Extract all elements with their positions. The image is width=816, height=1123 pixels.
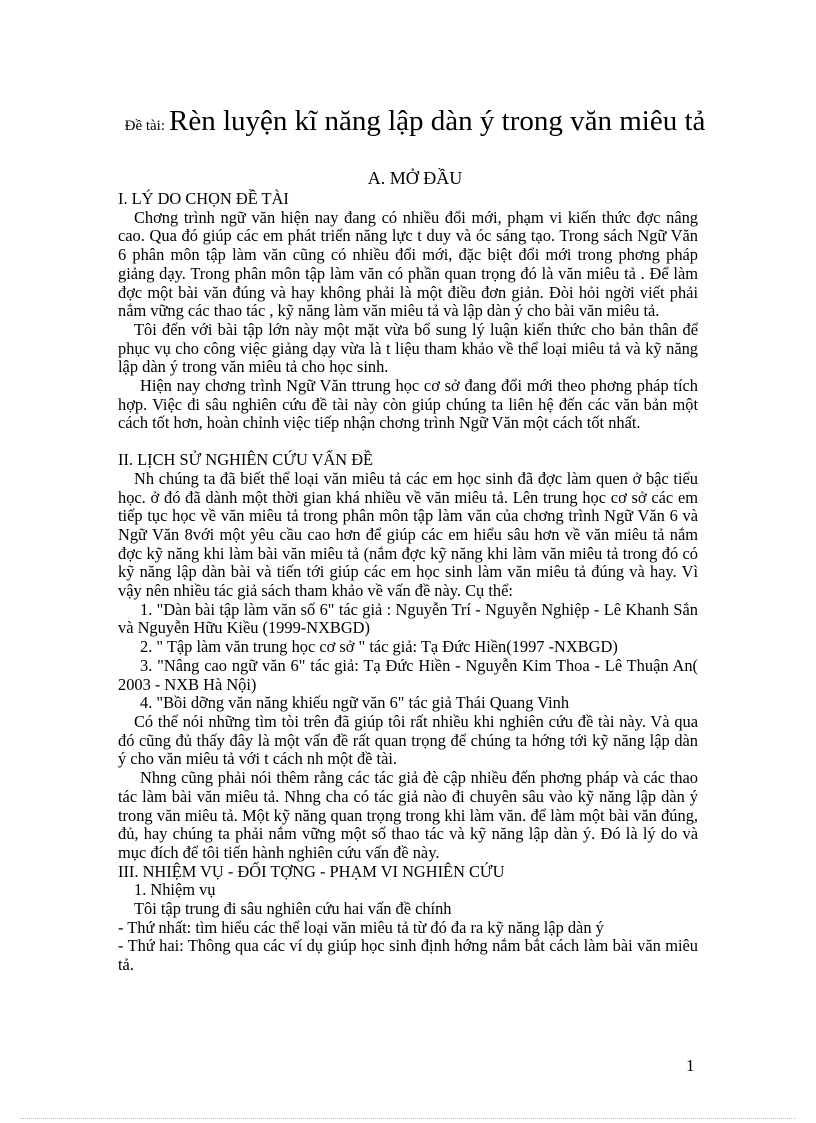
document-title xyxy=(120,104,710,143)
page-bottom-divider xyxy=(20,1118,796,1119)
section-2-intro: Nh chúng ta đã biết thể loại văn miêu tả các em học sinh đã đợc làm quen ở bậc tiểu học. ở đó đã dành một thời gian khá nhiều về văn miêu tả. Lên trung học cơ sở các em tiếp tục học về văn miêu tả trong phân môn tập làm văn của chơng trình Ngữ Văn 6 và Ngữ Văn 8với một yêu cầu cao hơn để giúp các em hiểu sâu hơn về văn miêu tả nắm đợc kỹ năng khi làm bài văn miêu tả (nắm đợc kỹ năng khi làm văn miêu tả trong đó có kỹ năng lập dàn bài và tiến tới giúp các em học sinh làm văn miêu tả đúng và hay. Vì vậy nên nhiều tác giả sách tham khảo về vấn đề này. Cụ thể: xyxy=(118,468,698,601)
section-1-paragraph: Hiện nay chơng trình Ngữ Văn ttrung học cơ sở đang đổi mới theo phơng pháp tích hợp. Việc đi sâu nghiên cứu đề tài này còn giúp chúng ta liên hệ đến các văn bản một cách tốt hơn, hoàn chỉnh việc tiếp nhận chơng trình Ngữ Văn một cách tốt nhất. xyxy=(118,376,698,433)
section-3-heading: III. NHIỆM VỤ - ĐỐI TỢNG - PHẠM VI NGHIÊN CỨU xyxy=(118,861,505,881)
reference-item: 4. "Bồi dỡng văn năng khiếu ngữ văn 6" tác giả Thái Quang Vinh xyxy=(140,693,570,713)
section-3-item: - Thứ nhất: tìm hiểu các thể loại văn miêu tả từ đó đa ra kỹ năng lập dàn ý xyxy=(118,917,604,937)
title-main: Rèn luyện kĩ năng lập dàn ý trong văn miêu tả xyxy=(169,105,706,137)
section-subtitle: A. MỞ ĐẦU xyxy=(367,168,463,188)
page-number: 1 xyxy=(686,1056,695,1075)
section-2-paragraph: Nhng cũng phải nói thêm rằng các tác giả đè cập nhiều đến phơng pháp và các thao tác làm bài văn miêu tả. Nhng cha có tác giả nào đi chuyên sâu vào kỹ năng lập dàn ý trong văn miêu tả. Một kỹ năng quan trọng trong khi làm văn. để làm một bài văn đúng, đủ, hay chúng ta phải nắm vững một số thao tác và kỹ năng lập dàn ý. Đó là lý do và mục đích để tôi tiến hành nghiên cứu vấn đề này. xyxy=(118,768,698,862)
reference-item: 1. "Dàn bài tập làm văn số 6" tác giả : Nguyễn Trí - Nguyễn Nghiệp - Lê Khanh Sắn và Nguyễn Hữu Kiều (1999-NXBGD) xyxy=(118,599,698,638)
reference-item: 3. "Nâng cao ngữ văn 6" tác giả: Tạ Đức Hiền - Nguyễn Kim Thoa - Lê Thuận An( 2003 - NXB Hà Nội) xyxy=(118,655,698,694)
section-3-item: - Thứ hai: Thông qua các ví dụ giúp học sinh định hớng nắm bắt cách làm bài văn miêu tả. xyxy=(118,936,698,975)
title-prefix: Đề tài: xyxy=(124,118,166,134)
document-body xyxy=(118,190,698,975)
reference-item: 2. " Tập làm văn trung học cơ sở " tác giả: Tạ Đức Hiền(1997 -NXBGD) xyxy=(140,637,618,657)
section-2-heading: II. LỊCH SỬ NGHIÊN CỨU VẤN ĐỀ xyxy=(118,450,374,470)
section-3-subheading: 1. Nhiệm vụ xyxy=(134,880,216,900)
section-1-heading: I. LÝ DO CHỌN ĐỀ TÀI xyxy=(118,189,289,208)
spacer xyxy=(118,433,698,451)
section-1-paragraph: Chơng trình ngữ văn hiện nay đang có nhiều đổi mới, phạm vi kiến thức đợc nâng cao. Qua đó giúp các em phát triển năng lực t duy và óc sáng tạo. Trong sách Ngữ Văn 6 phân môn tập làm văn cũng có nhiều đổi mới, đặc biệt đổi mới trong phơng pháp giảng dạy. Trong phân môn tập làm văn có phần quan trọng đó là văn miêu tả . Để làm đợc một bài văn đúng và hay không phải là một điều đơn giản. Đòi hỏi ngời viết phải nắm vững các thao tác , kỹ năng làm văn miêu tả và lập dàn ý cho bài văn miêu tả. xyxy=(118,207,698,321)
section-1-paragraph: Tôi đến với bài tập lớn này một mặt vừa bổ sung lý luận kiến thức cho bản thân để phục vụ cho công việc giảng dạy vừa là t liệu tham khảo về thể loại miêu tả và kỹ năng lập dàn ý trong văn miêu tả cho học sinh. xyxy=(118,319,698,377)
section-3-lead: Tôi tập trung đi sâu nghiên cứu hai vấn đề chính xyxy=(134,899,452,919)
section-2-paragraph: Có thể nói những tìm tòi trên đã giúp tôi rất nhiều khi nghiên cứu đề tài này. Và qua đó cũng đủ thấy đây là một vấn đề rất quan trọng để chúng ta hớng tới kỹ năng lập dàn ý cho văn miêu tả với t cách nh một đề tài. xyxy=(118,711,698,769)
